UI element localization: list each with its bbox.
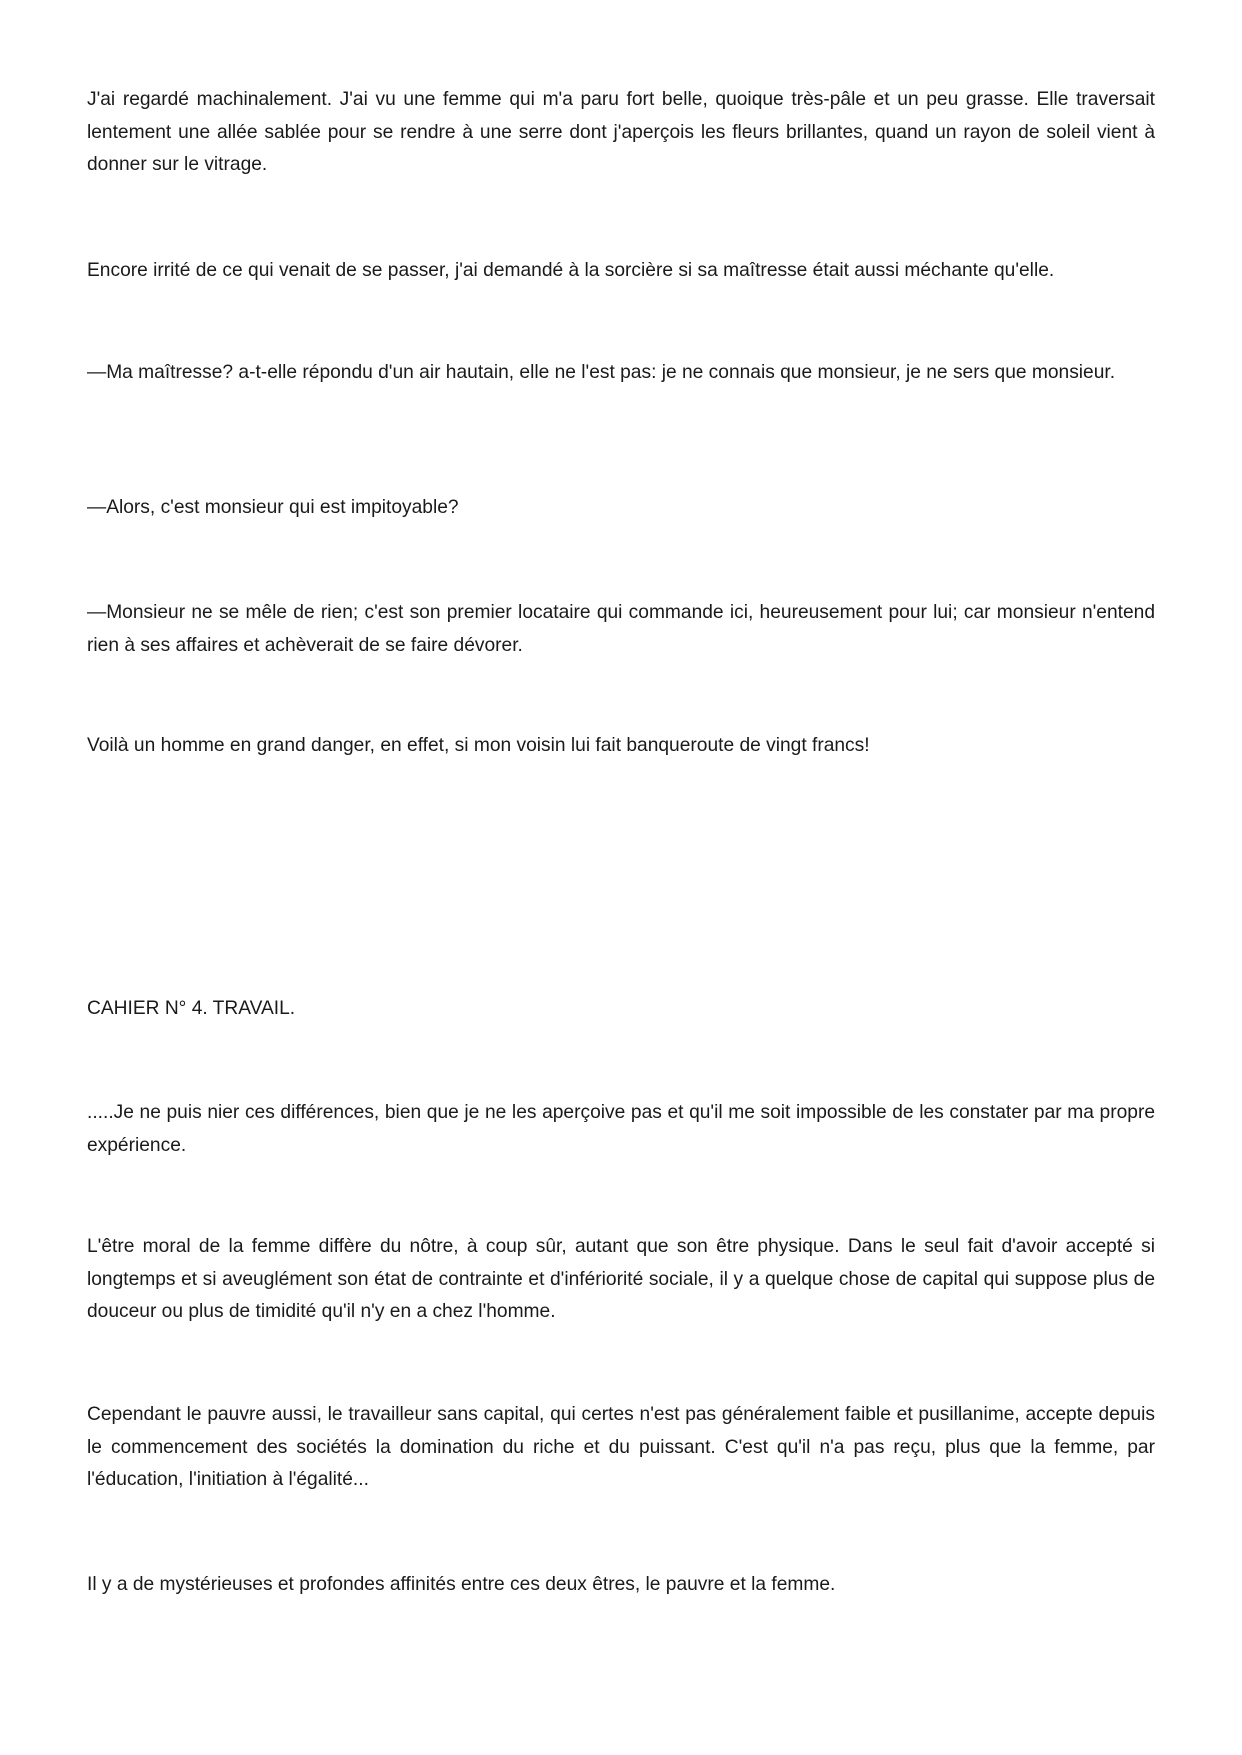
dialogue-paragraph: —Ma maîtresse? a-t-elle répondu d'un air hautain, elle ne l'est pas: je ne connais que monsieur, je ne sers que monsieur. bbox=[87, 362, 1116, 383]
dialogue-paragraph: —Alors, c'est monsieur qui est impitoyable? bbox=[87, 497, 459, 518]
paragraph: L'être moral de la femme diffère du nôtre, à coup sûr, autant que son être physique. Dans le seul fait d'avoir accepté si longtemps et si aveuglément son état de contrainte et d'infériorité sociale, il y a quelque chose de capital qui suppose plus de douceur ou plus de timidité qu'il n'y en a chez l'homme. bbox=[87, 1236, 1155, 1322]
paragraph: Il y a de mystérieuses et profondes affinités entre ces deux êtres, le pauvre et la femme. bbox=[87, 1574, 836, 1595]
paragraph: Cependant le pauvre aussi, le travailleur sans capital, qui certes n'est pas généralement faible et pusillanime, accepte depuis le commencement des sociétés la domination du riche et du puissant. C'est qu'il n'a pas reçu, plus que la femme, par l'éducation, l'initiation à l'égalité... bbox=[87, 1404, 1155, 1490]
paragraph: Voilà un homme en grand danger, en effet, si mon voisin lui fait banqueroute de vingt francs! bbox=[87, 735, 870, 756]
paragraph: .....Je ne puis nier ces différences, bien que je ne les aperçoive pas et qu'il me soit impossible de les constater par ma propre expérience. bbox=[87, 1102, 1155, 1156]
paragraph: Encore irrité de ce qui venait de se passer, j'ai demandé à la sorcière si sa maîtresse était aussi méchante qu'elle. bbox=[87, 260, 1055, 281]
paragraph: J'ai regardé machinalement. J'ai vu une femme qui m'a paru fort belle, quoique très-pâle et un peu grasse. Elle traversait lentement une allée sablée pour se rendre à une serre dont j'aperçois les fleurs brillantes, quand un rayon de soleil vient à donner sur le vitrage. bbox=[87, 89, 1155, 175]
dialogue-paragraph: —Monsieur ne se mêle de rien; c'est son premier locataire qui commande ici, heureusement pour lui; car monsieur n'entend rien à ses affaires et achèverait de se faire dévorer. bbox=[87, 602, 1155, 656]
chapter-heading: CAHIER N° 4. TRAVAIL. bbox=[87, 998, 296, 1019]
